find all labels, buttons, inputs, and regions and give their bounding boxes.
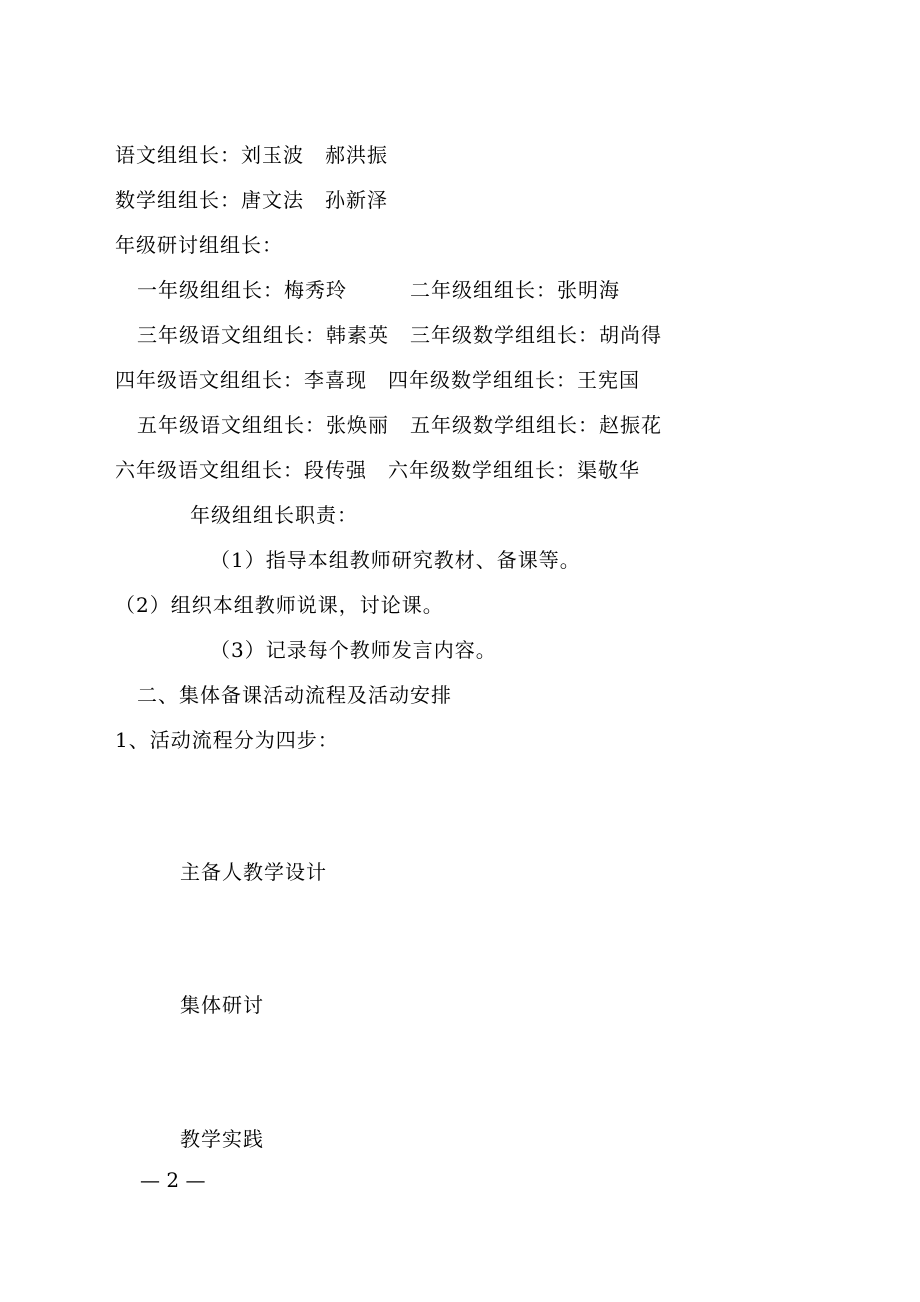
text-line-flow-intro: 1、活动流程分为四步：	[115, 728, 339, 752]
text-line-grade6-leaders: 六年级语文组组长：段传强 六年级数学组组长：渠敬华	[115, 458, 640, 482]
text-line-duty-3: （3）记录每个教师发言内容。	[210, 638, 497, 662]
text-line-grade3-leaders: 三年级语文组组长：韩素英 三年级数学组组长：胡尚得	[137, 323, 662, 347]
text-line-grade5-leaders: 五年级语文组组长：张焕丽 五年级数学组组长：赵振花	[137, 413, 662, 437]
flow-step-lead-design: 主备人教学设计	[180, 860, 327, 884]
page-number: — 2 —	[140, 1168, 206, 1192]
text-line-chinese-group-leaders: 语文组组长：刘玉波 郝洪振	[115, 143, 388, 167]
text-line-grade-group-heading: 年级研讨组组长：	[115, 233, 283, 257]
text-line-duty-2: （2）组织本组教师说课，讨论课。	[115, 593, 444, 617]
text-line-math-group-leaders: 数学组组长：唐文法 孙新泽	[115, 188, 388, 212]
text-line-grade1-2-leaders: 一年级组组长：梅秀玲 二年级组组长：张明海	[137, 278, 620, 302]
text-line-duty-1: （1）指导本组教师研究教材、备课等。	[210, 548, 581, 572]
flow-step-teaching-practice: 教学实践	[180, 1127, 264, 1151]
text-line-duties-heading: 年级组组长职责：	[190, 503, 358, 527]
section-heading-collective-lesson-prep: 二、集体备课活动流程及活动安排	[137, 683, 452, 707]
text-line-grade4-leaders: 四年级语文组组长：李喜现 四年级数学组组长：王宪国	[115, 368, 640, 392]
flow-step-collective-discussion: 集体研讨	[180, 993, 264, 1017]
